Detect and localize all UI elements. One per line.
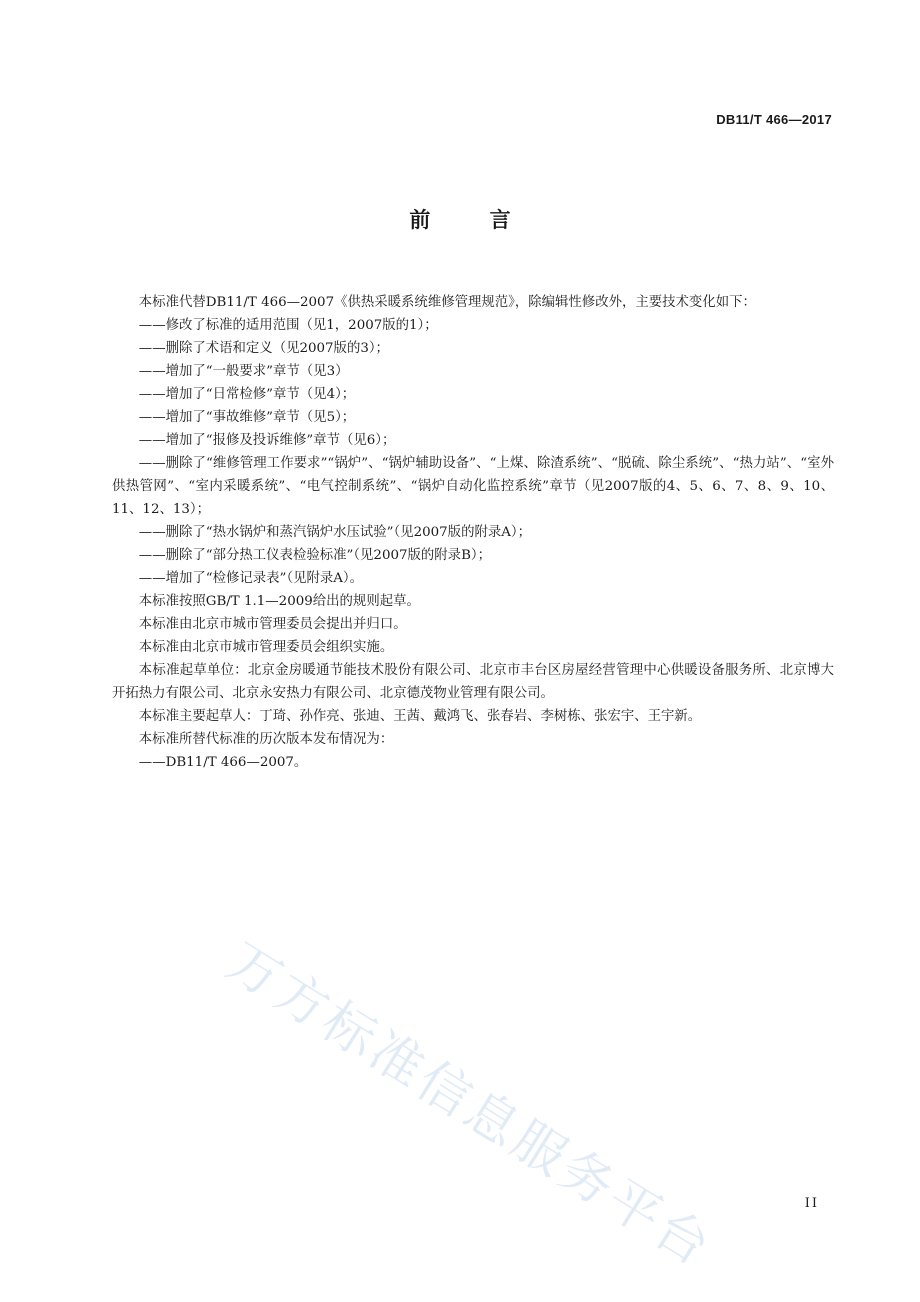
- paragraph: 本标准由北京市城市管理委员会提出并归口。: [138, 617, 407, 632]
- paragraph: ——删除了“维修管理工作要求”“锅炉”、“锅炉辅助设备”、“上煤、除渣系统”、“脱硫、除尘系统”、“热力站”、“室外供热管网”、“室内采暖系统”、“电气控制系统”、“锅炉自动化监控系统”章节（见2007版的4、5、6、7、8、9、10、11、12、13）；: [112, 456, 834, 517]
- foreword-body: [112, 291, 834, 774]
- paragraph: ——增加了“事故维修”章节（见5）；: [138, 410, 356, 425]
- paragraph: 本标准主要起草人：丁琦、孙作亮、张迪、王茜、戴鸿飞、张春岩、李树栋、张宏宇、王宇新。: [138, 709, 702, 724]
- paragraph: ——删除了术语和定义（见2007版的3）；: [138, 341, 389, 356]
- page-number: II: [804, 1196, 819, 1211]
- paragraph: ——增加了“日常检修”章节（见4）；: [138, 387, 356, 402]
- page-title: 前 言: [409, 208, 537, 232]
- paragraph: 本标准所替代标准的历次版本发布情况为：: [138, 732, 394, 747]
- paragraph: ——DB11/T 466—2007。: [138, 755, 308, 770]
- paragraph: ——增加了“报修及投诉维修”章节（见6）；: [138, 433, 396, 448]
- paragraph: ——修改了标准的适用范围（见1，2007版的1）；: [138, 318, 438, 333]
- paragraph: ——删除了“部分热工仪表检验标准”（见2007版的附录B）；: [138, 548, 491, 563]
- standard-code: DB11/T 466—2017: [716, 112, 832, 127]
- paragraph: 本标准由北京市城市管理委员会组织实施。: [138, 640, 394, 655]
- paragraph: 本标准起草单位：北京金房暖通节能技术股份有限公司、北京市丰台区房屋经营管理中心供暖设备服务所、北京博大开拓热力有限公司、北京永安热力有限公司、北京德茂物业管理有限公司。: [112, 663, 834, 701]
- watermark: 万方标准信息服务平台: [216, 931, 723, 1280]
- paragraph: ——删除了“热水锅炉和蒸汽锅炉水压试验”（见2007版的附录A）；: [138, 525, 531, 540]
- paragraph: 本标准代替DB11/T 466—2007《供热采暖系统维修管理规范》，除编辑性修改外，主要技术变化如下：: [138, 295, 756, 310]
- paragraph: ——增加了“一般要求”章节（见3）: [138, 364, 349, 379]
- paragraph: 本标准按照GB/T 1.1—2009给出的规则起草。: [138, 594, 420, 609]
- paragraph: ——增加了“检修记录表”（见附录A）。: [138, 571, 364, 586]
